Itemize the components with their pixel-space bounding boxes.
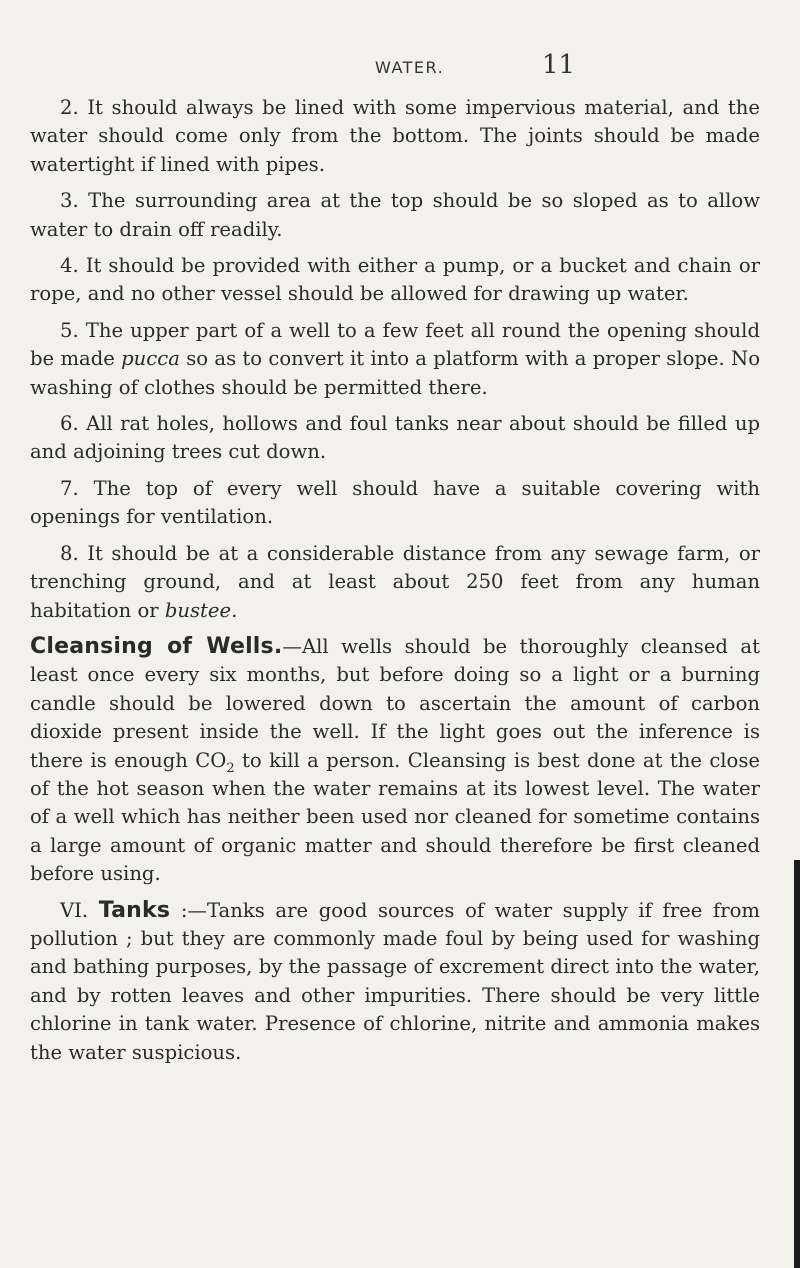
item-number: 8.: [60, 541, 79, 565]
item-number: 6.: [60, 412, 79, 436]
page-edge-shadow: [794, 860, 800, 1268]
list-item-4: [30, 252, 760, 309]
item-number: 3.: [60, 189, 79, 213]
section-numeral: VI.: [60, 898, 89, 922]
list-item-2: [30, 94, 760, 179]
page-header: [0, 50, 800, 80]
item-text-before: It should be at a considerable distance from any sewage farm, or trenching ground, and at least about 250 feet from any human habitation or: [30, 541, 761, 622]
item-number: 2.: [60, 96, 79, 119]
subscript: 2: [226, 760, 235, 776]
tanks-paragraph: [30, 897, 760, 1067]
item-number: 4.: [60, 254, 79, 278]
item-text: It should always be lined with some impervious material, and the water should come only from the bottom. The joints should be made watertight if lined with pipes.: [30, 96, 760, 176]
cleansing-body-before: —All wells should be thoroughly cleansed at least once every six months, but before doing so a light or a burning candle should be lowered down to ascertain the amount of carbon dioxide present inside the well. If the light goes out the inference is there is enough CO: [30, 634, 760, 772]
item-text: The surrounding area at the top should be so sloped as to allow water to drain off readily.: [30, 189, 761, 241]
body-text: [30, 94, 760, 1075]
cleansing-body-after: to kill a person. Cleansing is best done at the close of the hot season when the water remains at its lowest level. The water of a well which has neither been used nor cleaned for sometime contains a large amount of organic matter and should therefore be first cleaned before using.: [30, 748, 761, 886]
item-text-before: The upper part of a well to a few feet all round the opening should be made: [30, 318, 760, 371]
list-item-6: [30, 410, 760, 467]
list-item-8: [30, 540, 760, 625]
running-head: WATER.: [375, 58, 445, 77]
list-item-5: [30, 317, 760, 402]
italic-term: bustee: [164, 598, 232, 622]
tanks-body: :—Tanks are good sources of water supply if free from pollution ; but they are commonly made foul by being used for washing and bathing purposes, by the passage of excrement direct into the water, and by rotten leaves and other impurities. There should be very little chlorine in tank water. Presence of chlorine, nitrite and ammonia makes the water suspicious.: [30, 898, 760, 1064]
item-text-after: so as to convert it into a platform with a proper slope. No washing of clothes should be permitted there.: [30, 347, 760, 399]
item-text: All rat holes, hollows and foul tanks near about should be filled up and adjoining trees cut down.: [30, 412, 760, 464]
section-heading-cleansing: Cleansing of Wells.: [30, 633, 283, 659]
item-text: The top of every well should have a suitable covering with openings for ventilation.: [30, 476, 760, 529]
page-number: 11: [542, 50, 576, 80]
list-item-7: [30, 475, 760, 532]
cleansing-paragraph: [30, 633, 760, 889]
italic-term: pucca: [121, 347, 180, 371]
section-heading-tanks: Tanks: [98, 897, 171, 923]
list-item-3: [30, 187, 760, 244]
item-text-after: .: [231, 598, 238, 622]
item-text: It should be provided with either a pump, or a bucket and chain or rope, and no other vessel should be allowed for drawing up water.: [30, 254, 760, 306]
item-number: 5.: [60, 318, 79, 342]
item-number: 7.: [60, 476, 79, 500]
